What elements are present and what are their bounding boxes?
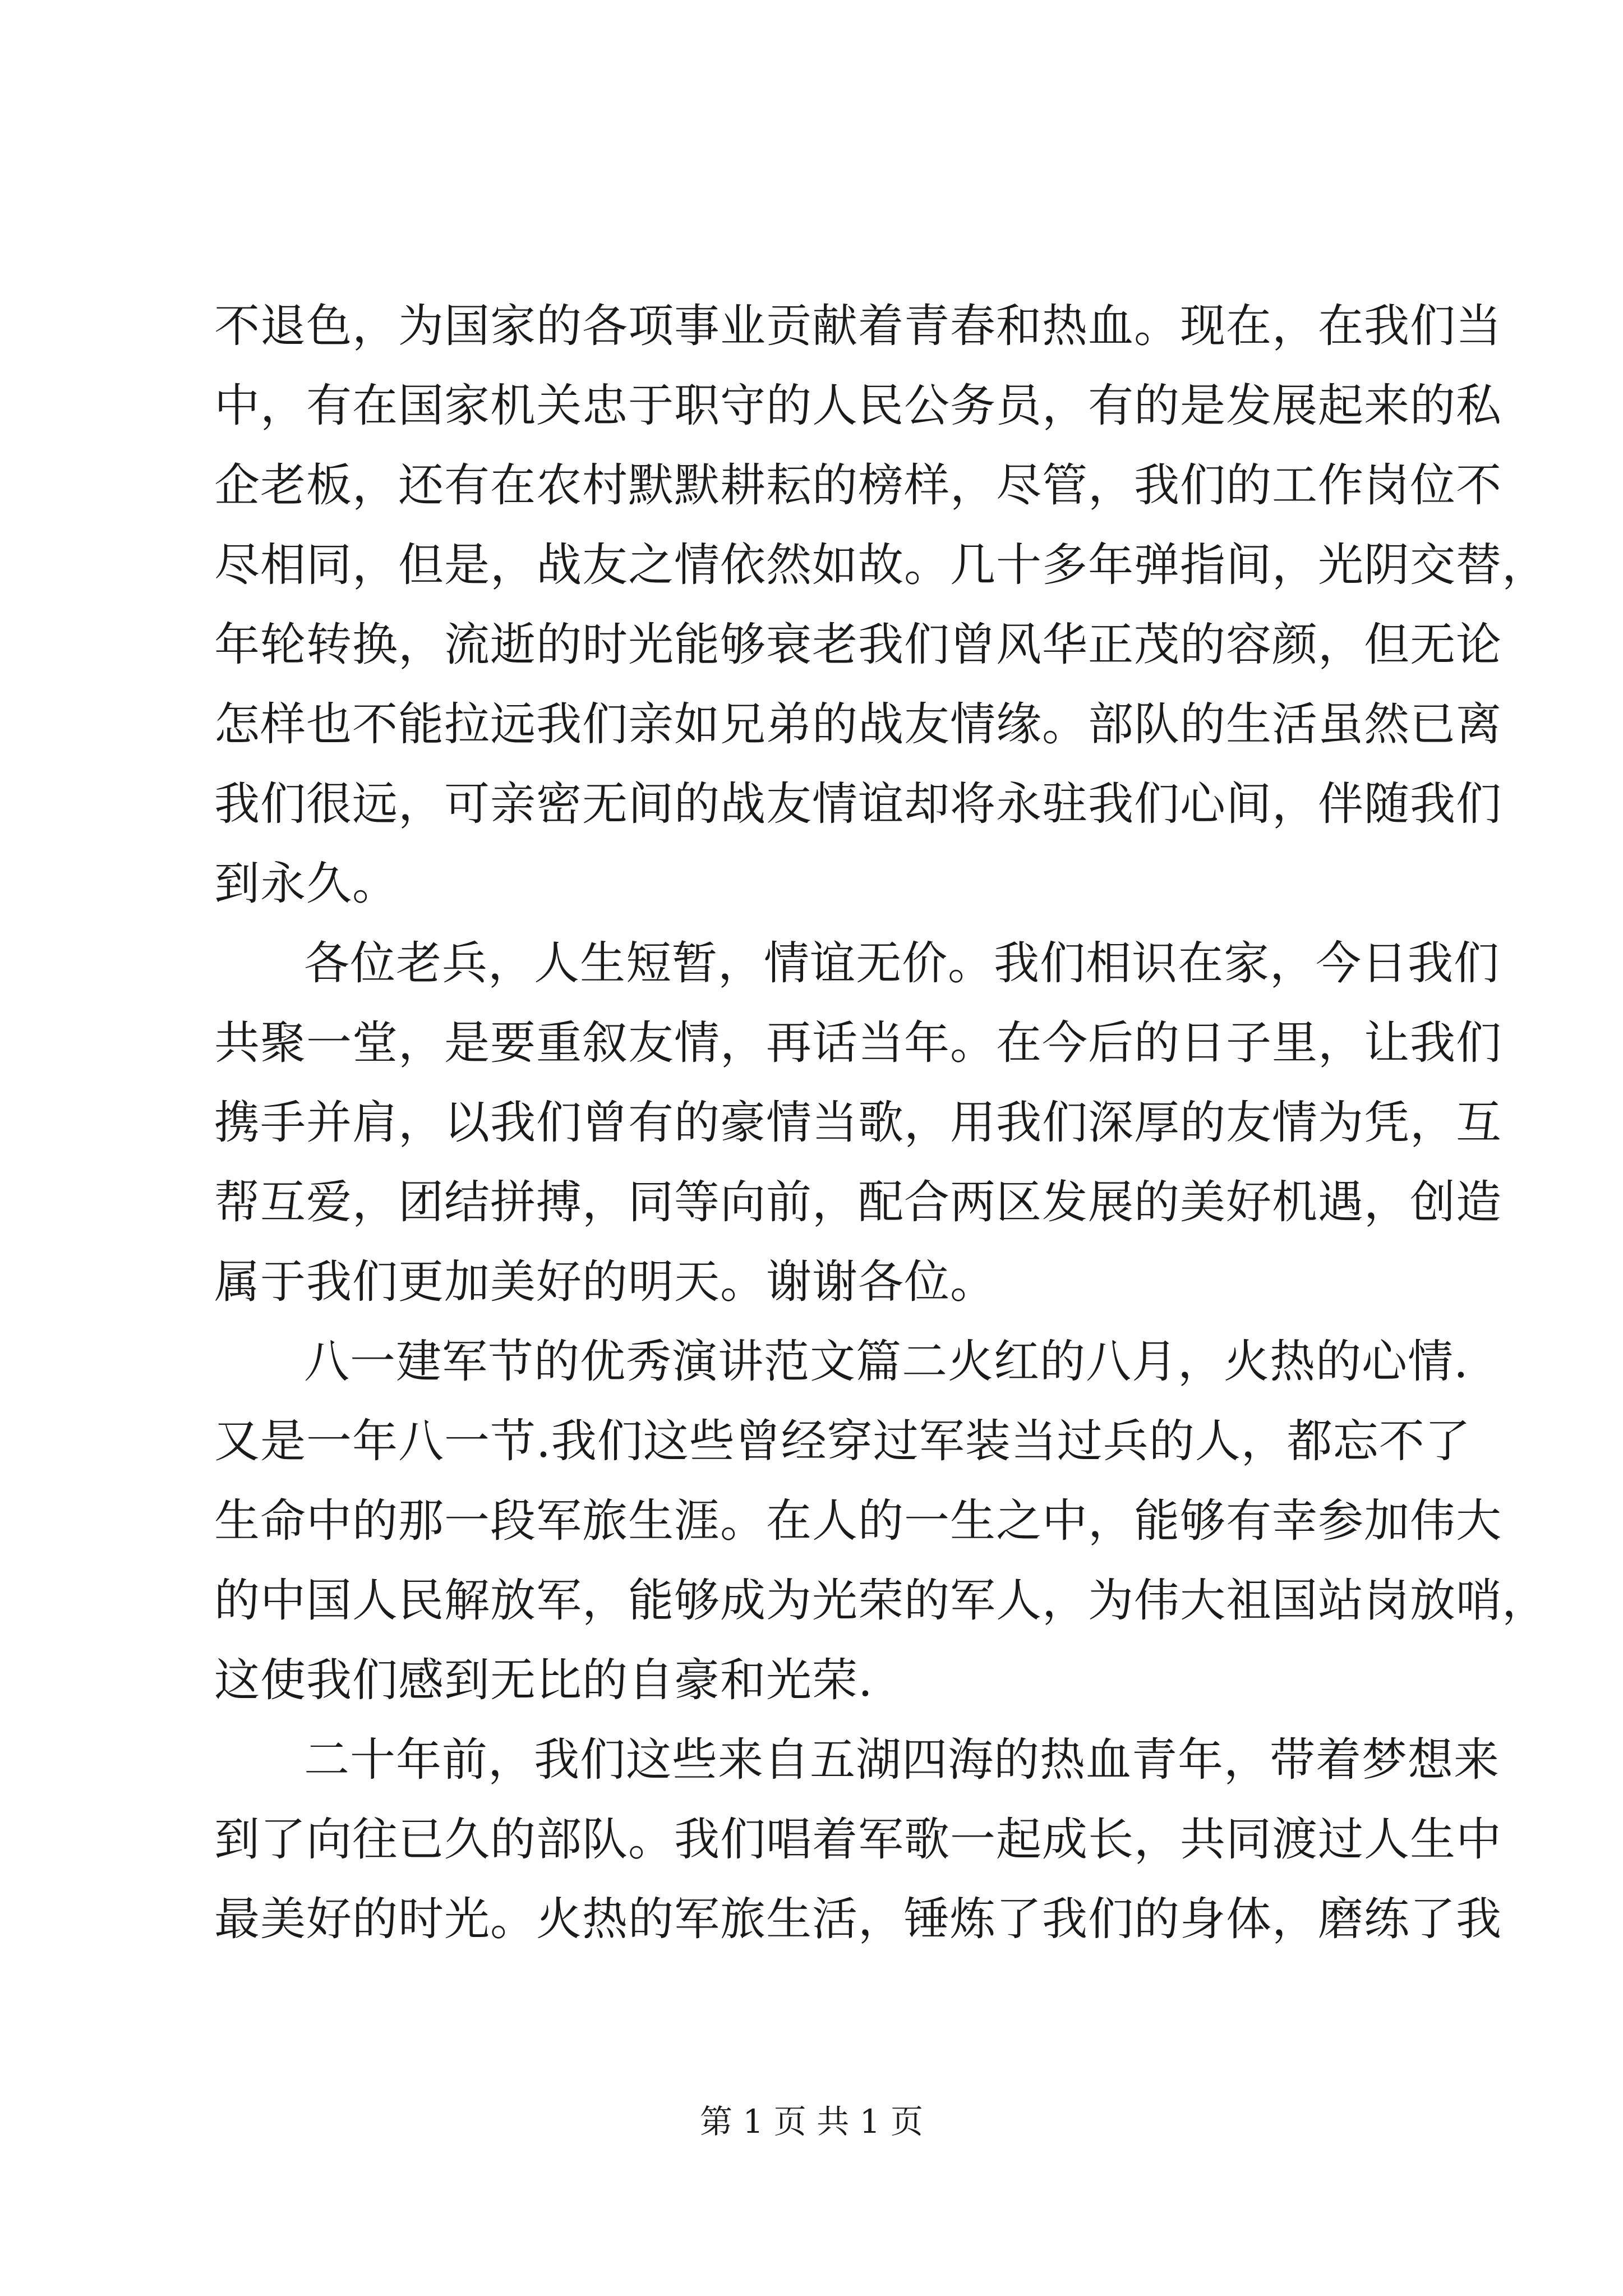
text-line: 帮互爱，团结拼搏，同等向前，配合两区发展的美好机遇，创造 bbox=[214, 1176, 1502, 1229]
text-line: 共聚一堂，是要重叙友情，再话当年。在今后的日子里，让我们 bbox=[214, 1017, 1502, 1070]
page-footer: 第 1 页 共 1 页 bbox=[700, 2102, 923, 2141]
text-line: 我们很远，可亲密无间的战友情谊却将永驻我们心间，伴随我们 bbox=[214, 778, 1502, 831]
text-line: 的中国人民解放军，能够成为光荣的军人，为伟大祖国站岗放哨， bbox=[214, 1575, 1548, 1627]
text-line: 怎样也不能拉远我们亲如兄弟的战友情缘。部队的生活虽然已离 bbox=[214, 698, 1502, 751]
paragraph-first-line: 八一建军节的优秀演讲范文篇二火红的八月，火热的心情. bbox=[304, 1336, 1469, 1388]
text-line: 又是一年八一节.我们这些曾经穿过军装当过兵的人，都忘不了 bbox=[214, 1415, 1471, 1468]
text-line: 这使我们感到无比的自豪和光荣. bbox=[214, 1654, 873, 1707]
text-line: 属于我们更加美好的明天。谢谢各位。 bbox=[214, 1256, 997, 1309]
text-line: 到了向往已久的部队。我们唱着军歌一起成长，共同渡过人生中 bbox=[214, 1814, 1502, 1866]
text-line: 尽相同，但是，战友之情依然如故。几十多年弹指间，光阴交替， bbox=[214, 539, 1548, 592]
paragraph-first-line: 各位老兵，人生短暂，情谊无价。我们相识在家，今日我们 bbox=[304, 937, 1500, 990]
text-line: 中，有在国家机关忠于职守的人民公务员，有的是发展起来的私 bbox=[214, 380, 1502, 432]
text-line: 到永久。 bbox=[214, 858, 399, 910]
text-line: 携手并肩，以我们曾有的豪情当歌，用我们深厚的友情为凭，互 bbox=[214, 1097, 1502, 1149]
text-line: 年轮转换，流逝的时光能够衰老我们曾风华正茂的容颜，但无论 bbox=[214, 619, 1502, 671]
text-line: 生命中的那一段军旅生涯。在人的一生之中，能够有幸参加伟大 bbox=[214, 1495, 1502, 1548]
text-line: 最美好的时光。火热的军旅生活，锤炼了我们的身体，磨练了我 bbox=[214, 1893, 1502, 1946]
paragraph-first-line: 二十年前，我们这些来自五湖四海的热血青年，带着梦想来 bbox=[304, 1734, 1500, 1787]
text-line: 不退色，为国家的各项事业贡献着青春和热血。现在，在我们当 bbox=[214, 300, 1502, 353]
text-line: 企老板，还有在农村默默耕耘的榜样，尽管，我们的工作岗位不 bbox=[214, 459, 1502, 512]
